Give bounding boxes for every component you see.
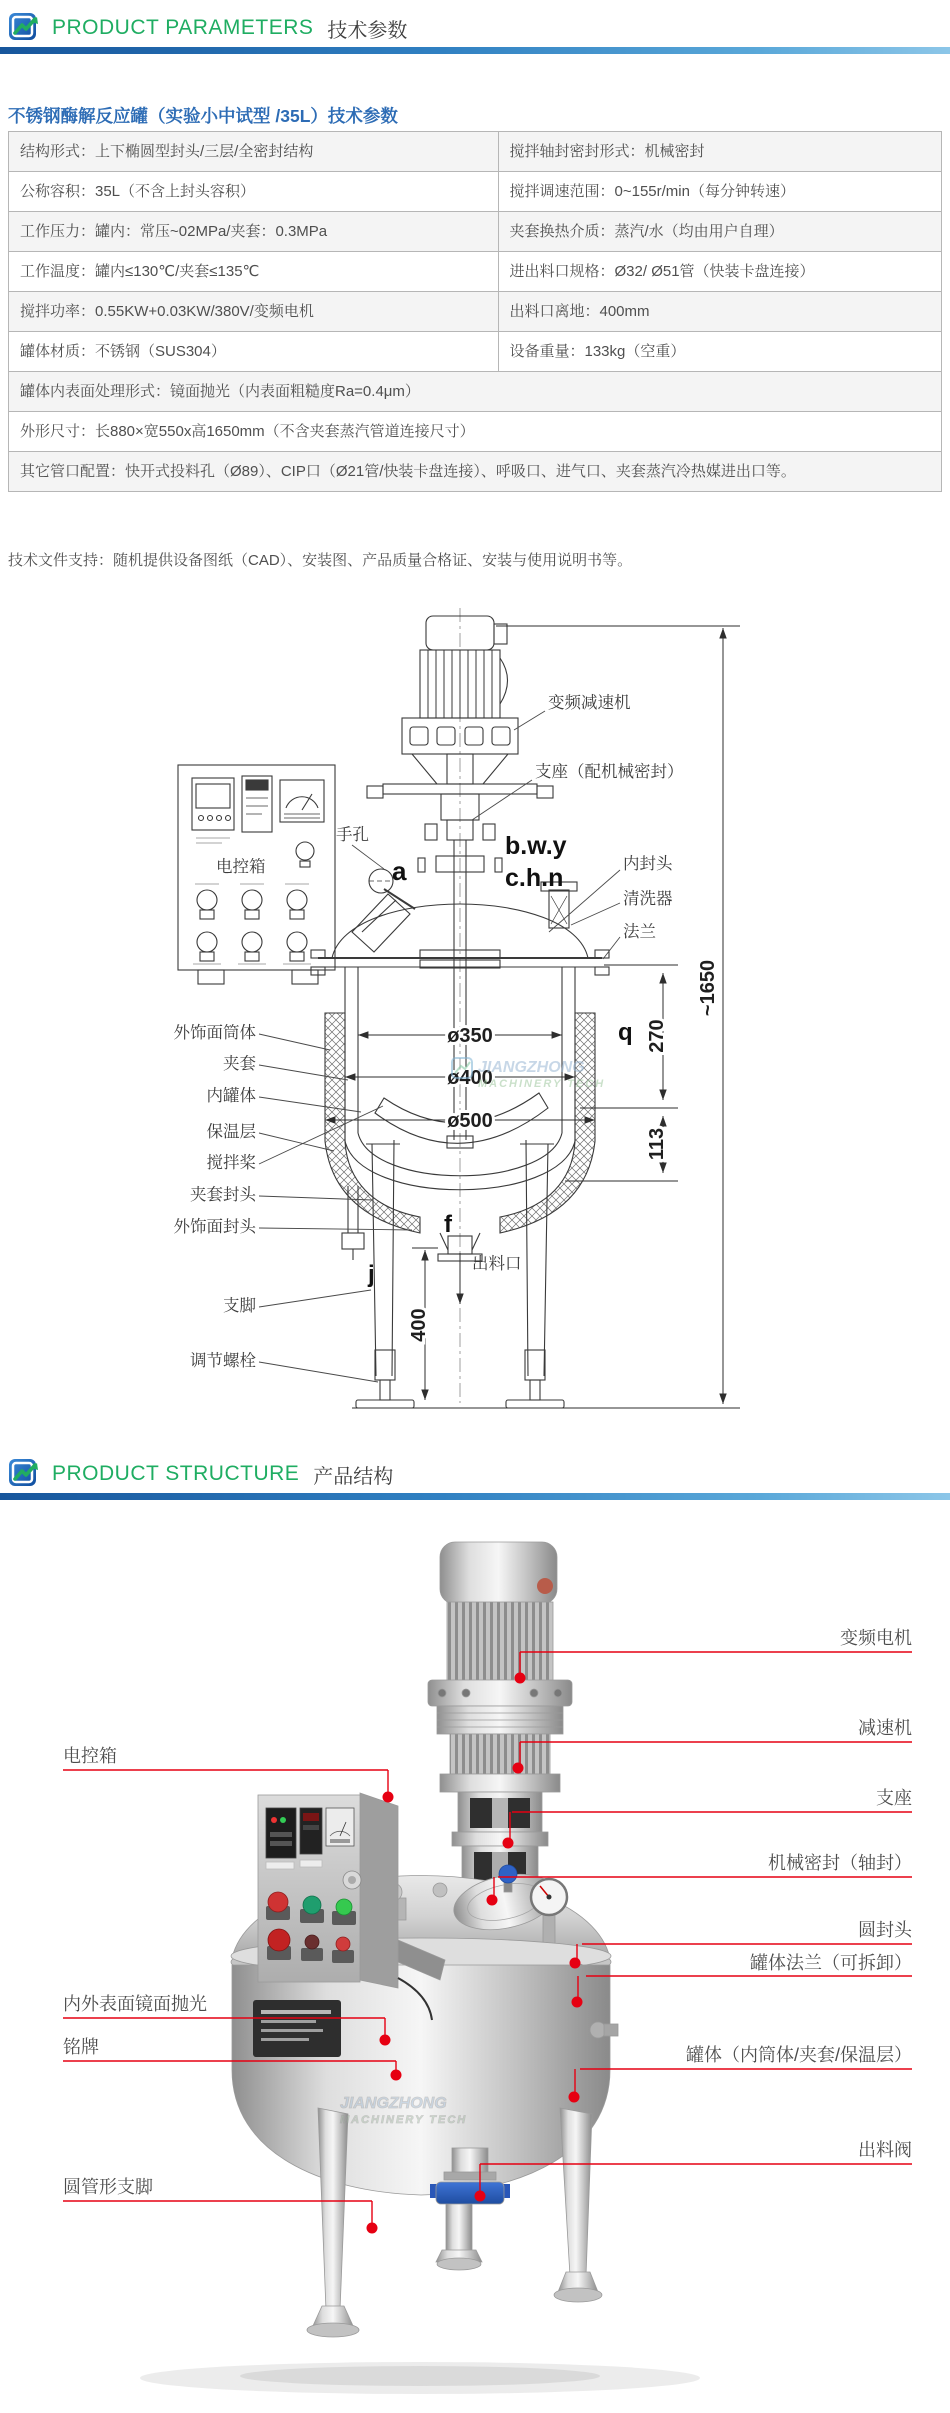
brand-logo-icon (8, 1458, 40, 1490)
param-cell-full: 其它管口配置：快开式投料孔（Ø89）、CIP口（Ø21管/快装卡盘连接）、呼吸口、进气口、夹套蒸汽冷热媒进出口等。 (9, 452, 942, 492)
leg-left (366, 1140, 400, 1376)
table-row (9, 132, 942, 172)
label-discharge-valve: 出料阀 (858, 2140, 912, 2160)
label-inner-head: 内封头 (623, 855, 673, 873)
label-support: 支座 (876, 1788, 912, 1808)
label-outlet: 出料口 (472, 1255, 522, 1273)
reducer-flange (440, 1774, 560, 1792)
leg-left (318, 2108, 348, 2310)
param-cell-full: 外形尺寸：长880×宽550x高1650mm（不含夹套蒸汽管道连接尺寸） (9, 412, 942, 452)
param-cell-full: 罐体内表面处理形式：镜面抛光（内表面粗糙度Ra=0.4μm） (9, 372, 942, 412)
motor-junction-box (494, 624, 507, 644)
motor-fins (420, 650, 500, 718)
drawing-linework (178, 616, 609, 1408)
emergency-button (268, 1892, 288, 1912)
watermark-line1: JIANGZHONG (340, 2095, 447, 2112)
label-nameplate: 铭牌 (63, 2037, 99, 2057)
param-cell: 夹套换热介质：蒸汽/水（均由用户自理） (498, 212, 942, 252)
tech-support-note: 技术文件支持：随机提供设备图纸（CAD）、安装图、产品质量合格证、安装与使用说明书等。 (8, 552, 633, 569)
start-button (303, 1896, 321, 1914)
motor-handle (500, 658, 508, 704)
table-row (9, 212, 942, 252)
motor-flange (428, 1680, 572, 1706)
letter-a: a (392, 856, 407, 886)
dim-270: 270 (646, 1019, 668, 1053)
label-jacket: 夹套 (223, 1055, 256, 1073)
param-cell: 设备重量：133kg（空重） (498, 332, 942, 372)
letter-q: q (618, 1019, 633, 1046)
table-row (9, 292, 942, 332)
label-adjust-bolt: 调节螺栓 (190, 1352, 256, 1370)
label-round-head: 圆封头 (858, 1920, 912, 1940)
floor-shadow-core (240, 2366, 600, 2386)
dim-overall-height: ~1650 (697, 959, 719, 1017)
table-row (9, 412, 942, 452)
reducer-fins (450, 1734, 550, 1774)
motor-fins (447, 1602, 553, 1682)
dim-400: 400 (408, 1308, 430, 1342)
param-cell: 工作压力：罐内：常压~02MPa/夹套：0.3MPa (9, 212, 499, 252)
label-outer-head: 外饰面封头 (173, 1218, 256, 1236)
label-support-seal: 支座（配机械密封） (535, 763, 684, 781)
label-vf-reducer: 变频减速机 (548, 694, 631, 712)
param-cell: 进出料口规格：Ø32/ Ø51管（快装卡盘连接） (498, 252, 942, 292)
control-box-side (360, 1793, 398, 1988)
structure-header (0, 1452, 950, 1496)
label-mech-seal: 机械密封（轴封） (768, 1853, 912, 1873)
table-row (9, 172, 942, 212)
label-flange: 法兰 (623, 923, 656, 941)
technical-drawing (0, 588, 950, 1440)
letter-chn: c.h.n (505, 864, 564, 892)
dim-d400: ø400 (447, 1067, 493, 1089)
letter-f: f (444, 1211, 452, 1238)
label-outer-shell: 外饰面筒体 (173, 1024, 256, 1042)
letter-bwy: b.w.y (505, 832, 567, 860)
product-structure-figure (0, 1510, 950, 2413)
leader-lines (259, 711, 620, 1382)
leg-right (520, 1140, 554, 1376)
parameters-header (0, 6, 950, 50)
label-paddle: 搅拌桨 (206, 1154, 256, 1172)
label-hand-hole: 手孔 (336, 826, 369, 844)
label-cleaner: 清洗器 (623, 890, 673, 908)
structure-header-zh: 产品结构 (313, 1465, 394, 1488)
dim-113: 113 (646, 1127, 668, 1161)
param-cell: 搅拌调速范围：0~155r/min（每分钟转速） (498, 172, 942, 212)
watermark-line1: JIANGZHONG (478, 1059, 585, 1076)
dim-d500: ø500 (447, 1110, 493, 1132)
label-tank-flange: 罐体法兰（可拆卸） (750, 1953, 912, 1973)
discharge-valve (436, 2182, 504, 2204)
motor-badge (537, 1578, 553, 1594)
param-cell: 结构形式：上下椭圆型封头/三层/全密封结构 (9, 132, 499, 172)
param-cell: 出料口离地：400mm (498, 292, 942, 332)
label-leg: 支脚 (223, 1297, 256, 1315)
outlet-pipe (452, 2148, 488, 2174)
header-divider-bar (0, 47, 950, 54)
label-inner-tank: 内罐体 (206, 1087, 256, 1105)
parameters-header-en: PRODUCT PARAMETERS (52, 16, 314, 39)
table-row (9, 372, 942, 412)
param-cell: 公称容积：35L（不含上封头容积） (9, 172, 499, 212)
brand-logo-icon (8, 12, 40, 44)
machine-photo (231, 1542, 618, 2337)
table-row (9, 452, 942, 492)
nameplate (253, 2000, 341, 2057)
letter-j: j (368, 1261, 375, 1288)
label-mirror-polish: 内外表面镜面抛光 (63, 1994, 207, 2014)
param-cell: 工作温度：罐内≤130℃/夹套≤135℃ (9, 252, 499, 292)
label-reducer: 减速机 (858, 1718, 912, 1738)
watermark-line2: MACHINERY TECH (478, 1078, 606, 1090)
dim-d350: ø350 (447, 1025, 493, 1047)
product-title: 不锈钢酶解反应罐（实验小中试型 /35L）技术参数 (8, 106, 398, 126)
leg-right (560, 2108, 592, 2276)
leg-back (446, 2200, 472, 2252)
label-pipe-legs: 圆管形支脚 (63, 2177, 153, 2197)
label-vf-motor: 变频电机 (840, 1628, 912, 1648)
header-divider-bar (0, 1493, 950, 1500)
manhole-knob (499, 1865, 517, 1883)
param-cell: 搅拌功率：0.55KW+0.03KW/380V/变频电机 (9, 292, 499, 332)
tank-body (232, 1965, 610, 2195)
label-insulation: 保温层 (206, 1123, 256, 1141)
structure-header-en: PRODUCT STRUCTURE (52, 1462, 300, 1485)
watermark-line2: MACHINERY TECH (340, 2114, 468, 2126)
label-control-box: 电控箱 (63, 1746, 117, 1766)
motor-cap (440, 1542, 557, 1604)
label-jacket-head: 夹套封头 (190, 1186, 256, 1204)
feed-chute (352, 894, 410, 952)
indicator-light (336, 1899, 352, 1915)
table-row (9, 332, 942, 372)
parameters-header-zh: 技术参数 (327, 19, 408, 42)
label-tank-body: 罐体（内筒体/夹套/保温层） (685, 2045, 912, 2065)
param-cell: 罐体材质：不锈钢（SUS304） (9, 332, 499, 372)
parameters-table (8, 131, 942, 492)
dimension-lines (325, 626, 740, 1408)
param-cell: 搅拌轴封密封形式：机械密封 (498, 132, 942, 172)
label-control-box: 电控箱 (216, 858, 266, 876)
stop-button (268, 1929, 290, 1951)
table-row (9, 252, 942, 292)
